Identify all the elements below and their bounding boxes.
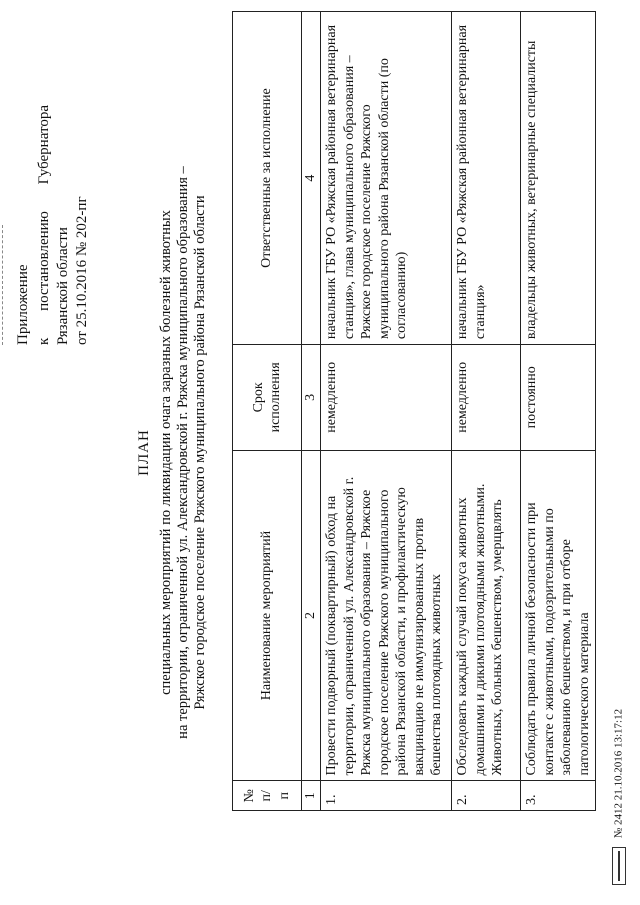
plan-subtitle — [158, 0, 209, 905]
appendix-block — [14, 45, 92, 345]
column-number: 4 — [302, 12, 321, 345]
row-responsible: начальник ГБУ РО «Ряжская районная ветеринарная станция» — [452, 12, 521, 345]
table-column-numbers — [302, 12, 321, 811]
table-row — [521, 12, 596, 811]
row-term: немедленно — [321, 345, 452, 450]
header-term: Срок исполнения — [233, 345, 302, 450]
plan-table — [232, 11, 596, 811]
row-term: немедленно — [452, 345, 521, 450]
header-responsible: Ответственные за исполнение — [233, 12, 302, 345]
row-num: 3. — [521, 781, 596, 811]
document-registration-stamp — [612, 709, 626, 885]
plan-subtitle-line: специальных мероприятий по ликвидации очага заразных болезней животных — [158, 210, 174, 695]
table-header-row — [233, 12, 302, 811]
row-responsible: начальник ГБУ РО «Ряжская районная ветеринарная станция», глава муниципального образования – Ряжское городское поселение Ряжского муниципального района Рязанской области (по согласованию) — [321, 12, 452, 345]
column-number: 2 — [302, 450, 321, 781]
appendix-title: Приложение — [15, 264, 31, 345]
barcode-stamp-icon — [612, 847, 626, 885]
header-num: № п/п — [233, 781, 302, 811]
row-term: постоянно — [521, 345, 596, 450]
column-number: 1 — [302, 781, 321, 811]
plan-subtitle-line: Ряжское городское поселение Ряжского муниципального района Рязанской области — [192, 195, 208, 710]
row-responsible: владельцы животных, ветеринарные специалисты — [521, 12, 596, 345]
header-activity: Наименование мероприятий — [233, 450, 302, 781]
appendix-line-1 — [35, 105, 54, 345]
plan-subtitle-line: на территории, ограниченной ул. Александровской г. Ряжска муниципального образования – — [175, 166, 191, 739]
table-row — [452, 12, 521, 811]
row-num: 1. — [321, 781, 452, 811]
scan-edge-artifact — [2, 225, 7, 345]
appendix-line-1-right: Губернатора — [36, 105, 52, 185]
appendix-line-2: Рязанской области — [55, 227, 71, 345]
row-num: 2. — [452, 781, 521, 811]
row-activity: Провести подворный (поквартирный) обход на территории, ограниченной ул. Александровской г. Ряжска муниципального образования – Ряжское городское поселение Ряжского муниципального района Рязанской области, и профилактическую вакцинацию не иммунизированных против бешенства плотоядных животных — [321, 450, 452, 781]
table-row — [321, 12, 452, 811]
row-activity: Обследовать каждый случай покуса животных домашними и дикими плотоядными животными. Животных, больных бешенством, умерщвлять — [452, 450, 521, 781]
column-number: 3 — [302, 345, 321, 450]
appendix-line-1-left: к — [36, 337, 52, 345]
appendix-line-1-mid: постановлению — [36, 211, 52, 311]
appendix-line-3: от 25.10.2016 № 202-пг — [74, 196, 90, 345]
plan-title: ПЛАН — [136, 429, 152, 476]
row-activity: Соблюдать правила личной безопасности при контакте с животными, подозрительными по заболеванию бешенством, и при отборе патологического материала — [521, 450, 596, 781]
registration-text: № 2412 21.10.2016 13:17:12 — [612, 708, 625, 839]
